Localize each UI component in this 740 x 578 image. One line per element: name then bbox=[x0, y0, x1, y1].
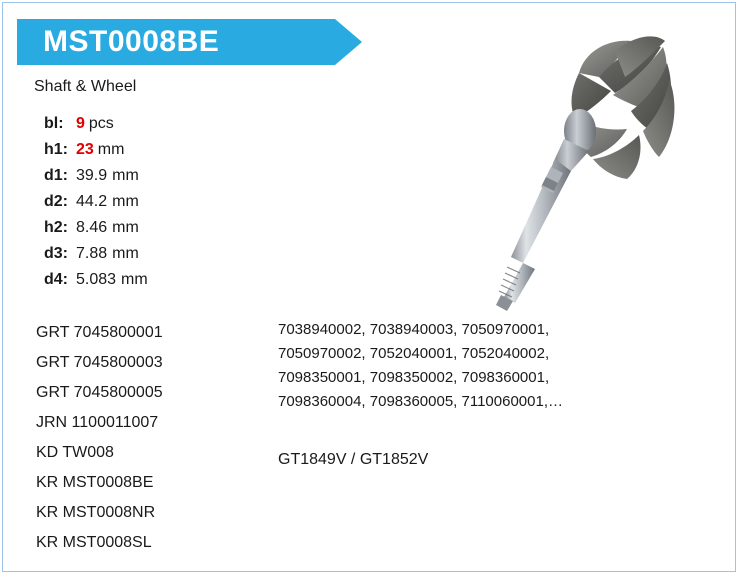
spec-unit: mm bbox=[112, 167, 139, 184]
oem-number-line: 7050970002, 7052040001, 7052040002, bbox=[278, 345, 550, 362]
spec-unit: mm bbox=[112, 219, 139, 236]
oem-number-list bbox=[278, 318, 698, 414]
reference-item: JRN 1100011007 bbox=[36, 414, 159, 431]
reference-item: GRT 7045800001 bbox=[36, 324, 163, 341]
spec-key: bl: bbox=[44, 115, 64, 132]
spec-value: 5.083 bbox=[76, 271, 117, 288]
spec-key: h1: bbox=[44, 141, 68, 158]
spec-unit: pcs bbox=[88, 115, 114, 132]
reference-item: GRT 7045800005 bbox=[36, 384, 163, 401]
reference-item: KR MST0008BE bbox=[36, 474, 154, 491]
spec-key: d3: bbox=[44, 245, 68, 262]
spec-value: 8.46 bbox=[76, 219, 108, 236]
wheel-hub bbox=[553, 109, 596, 171]
spec-key: d2: bbox=[44, 193, 68, 210]
oem-number-line: 7038940002, 7038940003, 7050970001, bbox=[278, 321, 550, 338]
turbo-model-list: GT1849V / GT1852V bbox=[278, 451, 429, 468]
spec-row bbox=[34, 271, 264, 297]
spec-row bbox=[34, 115, 264, 141]
reference-item: KR MST0008NR bbox=[36, 504, 156, 521]
spec-unit: mm bbox=[112, 193, 139, 210]
spec-value: 39.9 bbox=[76, 167, 108, 184]
spec-value: 9 bbox=[76, 115, 85, 132]
spec-row bbox=[34, 141, 264, 167]
specification-list bbox=[34, 115, 264, 297]
spec-key: h2: bbox=[44, 219, 68, 236]
turbine-shaft-and-wheel-photo bbox=[403, 11, 713, 311]
spec-value: 23 bbox=[76, 141, 94, 158]
shaft bbox=[496, 159, 571, 311]
reference-item: GRT 7045800003 bbox=[36, 354, 163, 371]
reference-item: KD TW008 bbox=[36, 444, 114, 461]
oem-number-line: 7098350001, 7098350002, 7098360001, bbox=[278, 369, 550, 386]
spec-row bbox=[34, 245, 264, 271]
reference-item: KR MST0008SL bbox=[36, 534, 152, 551]
oem-number-line: 7098360004, 7098360005, 7110060001,… bbox=[278, 393, 563, 410]
spec-unit: mm bbox=[97, 141, 125, 158]
part-category: Shaft & Wheel bbox=[34, 78, 137, 95]
part-code: MST0008BE bbox=[43, 25, 220, 58]
spec-unit: mm bbox=[121, 271, 148, 288]
spec-value: 44.2 bbox=[76, 193, 108, 210]
spec-row bbox=[34, 167, 264, 193]
cross-reference-list bbox=[36, 318, 276, 558]
spec-row bbox=[34, 219, 264, 245]
title-banner bbox=[17, 19, 362, 65]
spec-unit: mm bbox=[112, 245, 139, 262]
part-card bbox=[2, 2, 736, 572]
spec-row bbox=[34, 193, 264, 219]
spec-value: 7.88 bbox=[76, 245, 108, 262]
spec-key: d1: bbox=[44, 167, 68, 184]
turbine-wheel bbox=[572, 36, 675, 179]
spec-key: d4: bbox=[44, 271, 68, 288]
